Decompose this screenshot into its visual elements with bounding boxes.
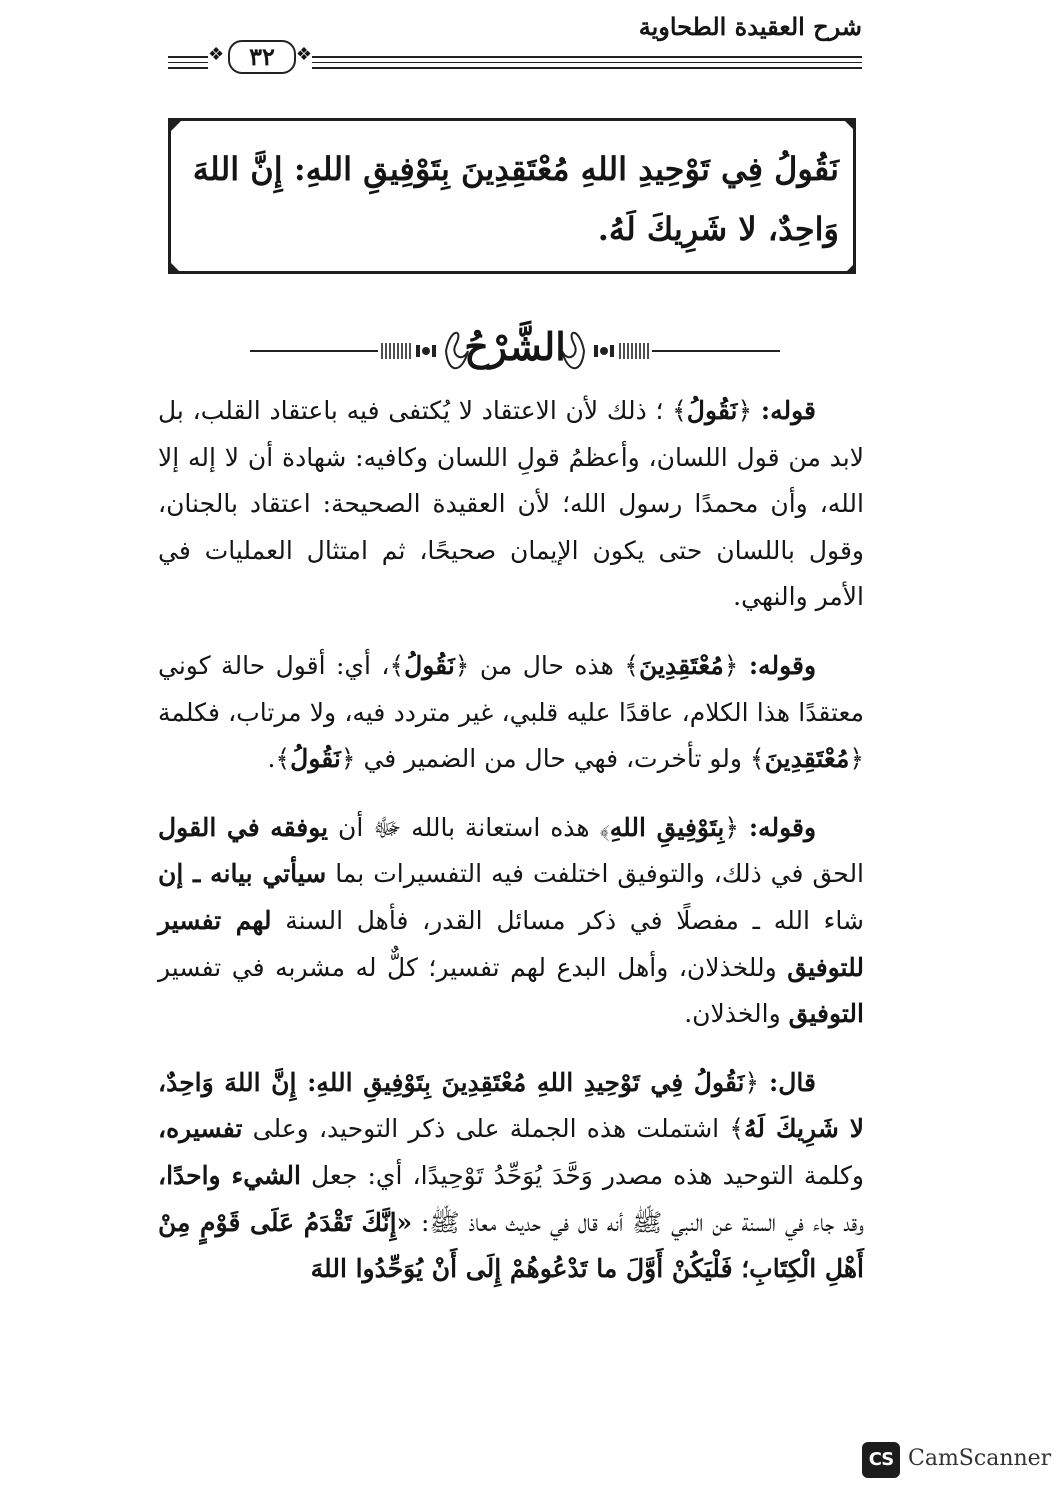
emphasis-text: تفسيره، — [158, 1114, 243, 1144]
hadith-quote: «إِنَّكَ تَقْدَمُ عَلَى قَوْمٍ مِنْ أَهْلِ الْكِتَابِ؛ فَلْيَكُنْ أَوَّلَ ما تَدْعُوهُمْ إِلَى أَنْ يُوَحِّدُوا اللهَ — [158, 1207, 864, 1284]
page-header — [168, 12, 862, 74]
lead-word: وقوله: — [748, 650, 817, 680]
quoted-term: بِتَوْفِيقِ اللهِ — [609, 812, 725, 842]
paragraph-text: ، أي: أقول حالة كوني معتقدًا هذا الكلام، عاقدًا عليه قلبي، غير متردد فيه، ولا مرتاب، فكلمة — [158, 650, 864, 727]
paragraph-text: ؛ ذلك لأن الاعتقاد لا يُكتفى فيه باعتقاد القلب، بل لابد من قول اللسان، وأعظمُ قولِ اللسان وكافيه: شهادة أن لا إله إلا الله، وأن محمدًا رسول الله؛ لأن العقيدة الصحيحة: اعتقاد بالجنان، وقول باللسان حتى يكون الإيمان صحيحًا، ثم امتثال العمليات في الأمر والنهي. — [158, 396, 864, 612]
bracket-close: ﴾ — [599, 812, 610, 842]
paragraph-4 — [158, 1060, 864, 1293]
matn-text: نَقُولُ فِي تَوْحِيدِ اللهِ مُعْتَقِدِينَ بِتَوْفِيقِ اللهِ: إِنَّ اللهَ وَاحِدٌ، لا شَرِيكَ لَهُ. — [192, 150, 839, 248]
paragraph-text: ولو تأخرت، فهي حال من الضمير في — [363, 744, 742, 774]
bracket-open: ﴿ — [340, 744, 356, 774]
matn-frame — [168, 118, 856, 274]
sharh-heading: الشَّرْحُ — [464, 324, 566, 369]
camscanner-label: CamScanner — [908, 1446, 1052, 1471]
emphasis-text: لهم تفسير للتوفيق — [158, 905, 864, 982]
ornament-right-icon: ❖ — [295, 44, 312, 65]
paragraph-text: . — [267, 744, 276, 774]
bracket-close: ﴾ — [672, 396, 687, 425]
emphasis-text: يوفقه في القول — [158, 812, 329, 842]
paragraph-text: هذه استعانة بالله ﷻ أن — [337, 812, 590, 842]
frame-corner-icon — [842, 118, 856, 132]
camscanner-watermark — [858, 1440, 1052, 1480]
page-number: ٣٢ — [228, 40, 296, 74]
quoted-term: نَقُولُ — [686, 396, 738, 425]
paragraph-text: الحق في ذلك، والتوفيق اختلفت فيه التفسيرات بما — [335, 859, 865, 889]
frame-corner-icon — [842, 260, 856, 274]
lead-word: قال: — [769, 1067, 816, 1097]
quoted-matn: نَقُولُ فِي تَوْحِيدِ اللهِ مُعْتَقِدِينَ بِتَوْفِيقِ اللهِ: إِنَّ اللهَ وَاحِدٌ، لا شَرِيكَ لَهُ — [158, 1067, 865, 1144]
bracket-open: ﴿ — [744, 1067, 760, 1097]
quoted-term: مُعْتَقِدِينَ — [764, 744, 850, 774]
paragraph-text: هذه حال من — [479, 650, 614, 680]
sharh-divider — [250, 320, 780, 382]
lead-word: وقوله: — [748, 812, 817, 842]
paragraph-text: اشتملت هذه الجملة على ذكر التوحيد، وعلى — [252, 1114, 720, 1144]
bracket-open: ﴿ — [737, 396, 753, 425]
emphasis-text: الشيء واحدًا، — [158, 1160, 301, 1190]
emphasis-text: سيأتي بيانه ـ إن — [158, 859, 327, 889]
paragraph-text: وقد جاء في السنة عن النبي ﷺ أنه قال في حديث معاذ ﷺ: — [421, 1207, 864, 1237]
paragraph-2 — [158, 643, 864, 783]
bracket-close: ﴾ — [624, 650, 639, 680]
quoted-term: نَقُولُ — [404, 650, 455, 680]
bracket-close: ﴾ — [275, 744, 291, 774]
bracket-close: ﴾ — [389, 650, 405, 680]
bracket-open: ﴿ — [723, 650, 739, 680]
camscanner-logo-icon: CS — [862, 1442, 900, 1478]
paragraph-3 — [158, 805, 864, 1038]
bracket-close: ﴾ — [749, 744, 765, 774]
paragraph-text: شاء الله ـ مفصلًا في ذكر مسائل القدر، فأهل السنة — [285, 905, 864, 935]
ornament-left-icon: ❖ — [208, 44, 225, 65]
frame-corner-icon — [168, 118, 182, 132]
page-number-cartouche — [208, 40, 312, 72]
bracket-open: ﴿ — [454, 650, 470, 680]
bracket-open: ﴿ — [724, 812, 739, 842]
emphasis-text: التوفيق — [788, 999, 864, 1029]
paragraph-text: وللخذلان، وأهل البدع لهم تفسير؛ كلٌّ له مشربه في تفسير — [158, 952, 777, 982]
frame-corner-icon — [168, 260, 182, 274]
bracket-open: ﴿ — [849, 744, 864, 774]
paragraph-1 — [158, 388, 864, 621]
quoted-term: نَقُولُ — [290, 744, 341, 774]
bracket-close: ﴾ — [729, 1114, 744, 1144]
lead-word: قوله: — [760, 396, 816, 425]
paragraph-text: والخذلان. — [684, 999, 781, 1029]
running-title: شرح العقيدة الطحاوية — [638, 12, 862, 41]
quoted-term: مُعْتَقِدِينَ — [638, 650, 724, 680]
commentary-body — [158, 388, 864, 1315]
paragraph-text: وكلمة التوحيد هذه مصدر وَحَّدَ يُوَحِّدُ تَوْحِيدًا، أي: جعل — [310, 1160, 864, 1190]
